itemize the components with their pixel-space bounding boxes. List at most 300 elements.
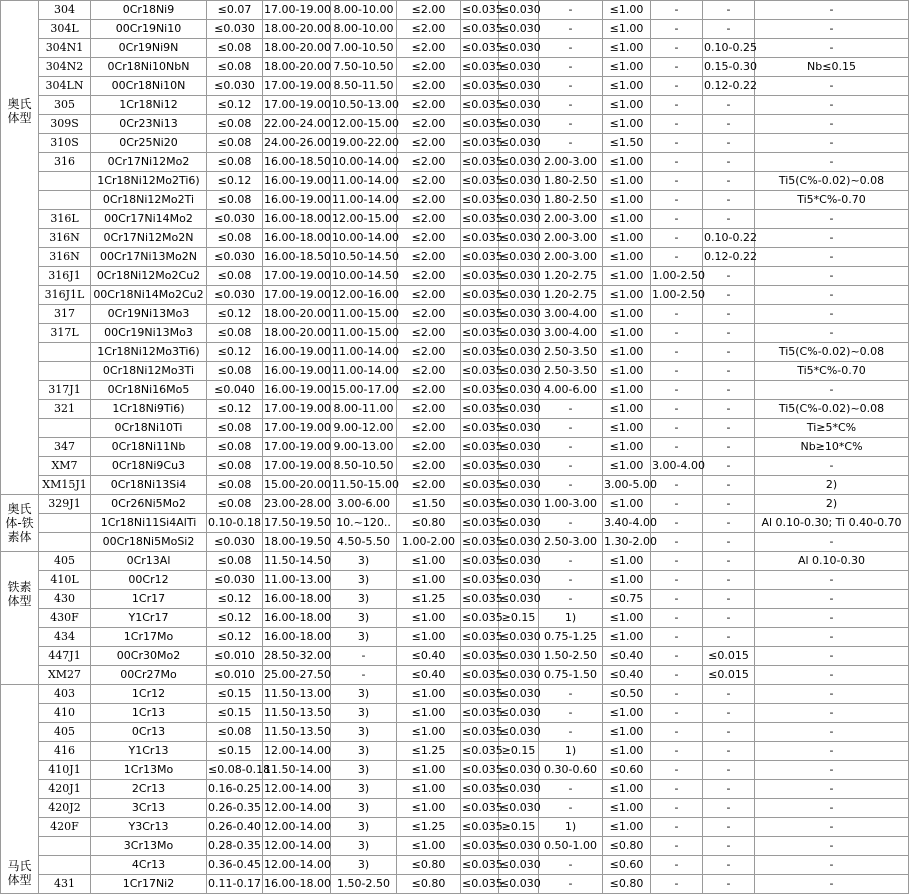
cell-silicon: ≤1.00 — [603, 381, 651, 400]
cell-silicon: ≤1.00 — [603, 39, 651, 58]
cell-other: - — [755, 628, 909, 647]
cell-designation: 1Cr18Ni12Mo2Ti6) — [91, 172, 207, 191]
cell-nitrogen: - — [703, 191, 755, 210]
cell-phosphorus: ≤0.035 — [461, 286, 499, 305]
cell-carbon: ≤0.08 — [207, 457, 263, 476]
cell-nitrogen: - — [703, 438, 755, 457]
cell-grade: 316N — [39, 248, 91, 267]
cell-copper: 1.00-2.50 — [651, 267, 703, 286]
cell-designation: 0Cr18Ni12Mo3Ti — [91, 362, 207, 381]
cell-sulfur: ≤0.030 — [499, 39, 539, 58]
table-row — [1, 191, 909, 210]
cell-chromium: 12.00-14.00 — [263, 780, 331, 799]
cell-copper: - — [651, 552, 703, 571]
cell-copper: - — [651, 856, 703, 875]
cell-other: - — [755, 533, 909, 552]
cell-phosphorus: ≤0.035 — [461, 191, 499, 210]
cell-phosphorus: ≤0.035 — [461, 685, 499, 704]
cell-sulfur: ≤0.030 — [499, 172, 539, 191]
cell-manganese: ≤2.00 — [397, 419, 461, 438]
cell-carbon: ≤0.030 — [207, 210, 263, 229]
table-row — [1, 381, 909, 400]
cell-carbon: 0.28-0.35 — [207, 837, 263, 856]
cell-sulfur: ≤0.030 — [499, 58, 539, 77]
cell-manganese: ≤2.00 — [397, 248, 461, 267]
cell-sulfur: ≤0.030 — [499, 514, 539, 533]
cell-nitrogen: - — [703, 590, 755, 609]
cell-phosphorus: ≤0.035 — [461, 628, 499, 647]
cell-nitrogen: 0.12-0.22 — [703, 77, 755, 96]
cell-molybdenum: 4.00-6.00 — [539, 381, 603, 400]
cell-designation: 1Cr18Ni11Si4AlTi — [91, 514, 207, 533]
cell-chromium: 17.00-19.00 — [263, 96, 331, 115]
cell-grade: 405 — [39, 723, 91, 742]
cell-sulfur: ≤0.030 — [499, 438, 539, 457]
cell-copper: - — [651, 305, 703, 324]
category-label: 铁素体型 — [1, 552, 39, 685]
cell-carbon: 0.10-0.18 — [207, 514, 263, 533]
table-row — [1, 172, 909, 191]
cell-silicon: ≤1.00 — [603, 609, 651, 628]
table-row — [1, 514, 909, 533]
cell-chromium: 22.00-24.00 — [263, 115, 331, 134]
cell-designation: 4Cr13 — [91, 856, 207, 875]
cell-grade: 347 — [39, 438, 91, 457]
cell-silicon: ≤1.00 — [603, 419, 651, 438]
cell-chromium: 28.50-32.00 — [263, 647, 331, 666]
cell-manganese: ≤0.40 — [397, 666, 461, 685]
cell-manganese: 1.00-2.00 — [397, 533, 461, 552]
cell-chromium: 12.00-14.00 — [263, 837, 331, 856]
cell-grade: 329J1 — [39, 495, 91, 514]
cell-copper: - — [651, 343, 703, 362]
cell-copper: - — [651, 400, 703, 419]
cell-designation: 2Cr13 — [91, 780, 207, 799]
cell-silicon: ≤1.00 — [603, 229, 651, 248]
cell-other: Ti≥5*C% — [755, 419, 909, 438]
cell-designation: 0Cr18Ni9Cu3 — [91, 457, 207, 476]
cell-phosphorus: ≤0.035 — [461, 666, 499, 685]
cell-molybdenum: 2.00-3.00 — [539, 210, 603, 229]
table-row — [1, 476, 909, 495]
cell-sulfur: ≤0.030 — [499, 362, 539, 381]
cell-nickel: 3.00-6.00 — [331, 495, 397, 514]
cell-silicon: ≤1.50 — [603, 134, 651, 153]
cell-manganese: ≤2.00 — [397, 1, 461, 20]
cell-chromium: 17.00-19.00 — [263, 267, 331, 286]
cell-other: - — [755, 590, 909, 609]
cell-sulfur: ≤0.030 — [499, 400, 539, 419]
cell-manganese: ≤2.00 — [397, 362, 461, 381]
cell-nitrogen: 0.12-0.22 — [703, 248, 755, 267]
cell-molybdenum: 3.00-4.00 — [539, 305, 603, 324]
cell-sulfur: ≤0.030 — [499, 552, 539, 571]
cell-manganese: ≤1.00 — [397, 704, 461, 723]
cell-carbon: ≤0.08 — [207, 495, 263, 514]
cell-nickel: 3) — [331, 780, 397, 799]
cell-manganese: ≤2.00 — [397, 39, 461, 58]
cell-grade: 410 — [39, 704, 91, 723]
cell-nitrogen: - — [703, 343, 755, 362]
cell-molybdenum: 1.20-2.75 — [539, 286, 603, 305]
cell-molybdenum: - — [539, 115, 603, 134]
cell-chromium: 16.00-19.00 — [263, 191, 331, 210]
cell-phosphorus: ≤0.035 — [461, 172, 499, 191]
cell-other: - — [755, 761, 909, 780]
cell-carbon: ≤0.08 — [207, 419, 263, 438]
cell-silicon: ≤1.00 — [603, 115, 651, 134]
cell-nitrogen: - — [703, 837, 755, 856]
cell-chromium: 23.00-28.00 — [263, 495, 331, 514]
cell-grade: 310S — [39, 134, 91, 153]
cell-silicon: ≤0.80 — [603, 875, 651, 894]
cell-nitrogen: - — [703, 305, 755, 324]
cell-phosphorus: ≤0.035 — [461, 115, 499, 134]
cell-phosphorus: ≤0.035 — [461, 609, 499, 628]
cell-designation: 0Cr18Ni10NbN — [91, 58, 207, 77]
table-row — [1, 799, 909, 818]
cell-nitrogen: - — [703, 780, 755, 799]
cell-nitrogen: - — [703, 761, 755, 780]
cell-phosphorus: ≤0.035 — [461, 20, 499, 39]
cell-designation: Y3Cr13 — [91, 818, 207, 837]
cell-designation: 00Cr17Ni14Mo2 — [91, 210, 207, 229]
cell-grade: 410L — [39, 571, 91, 590]
cell-carbon: ≤0.08 — [207, 438, 263, 457]
cell-carbon: 0.11-0.17 — [207, 875, 263, 894]
cell-copper: - — [651, 153, 703, 172]
table-row — [1, 229, 909, 248]
cell-manganese: ≤0.80 — [397, 514, 461, 533]
cell-copper: - — [651, 647, 703, 666]
cell-designation: 00Cr19Ni13Mo3 — [91, 324, 207, 343]
cell-nitrogen: - — [703, 533, 755, 552]
cell-sulfur: ≤0.030 — [499, 134, 539, 153]
cell-silicon: ≤0.50 — [603, 685, 651, 704]
cell-designation: 0Cr18Ni16Mo5 — [91, 381, 207, 400]
cell-silicon: 3.40-4.00 — [603, 514, 651, 533]
cell-designation: 1Cr12 — [91, 685, 207, 704]
table-row — [1, 324, 909, 343]
cell-molybdenum: 1) — [539, 609, 603, 628]
cell-nitrogen: ≤0.015 — [703, 647, 755, 666]
cell-other: - — [755, 856, 909, 875]
cell-sulfur: ≤0.030 — [499, 628, 539, 647]
cell-manganese: ≤0.80 — [397, 875, 461, 894]
cell-molybdenum: 0.30-0.60 — [539, 761, 603, 780]
cell-grade: 410J1 — [39, 761, 91, 780]
cell-silicon: ≤1.00 — [603, 742, 651, 761]
cell-manganese: ≤2.00 — [397, 77, 461, 96]
cell-grade: 317 — [39, 305, 91, 324]
cell-carbon: ≤0.12 — [207, 172, 263, 191]
cell-molybdenum: 0.50-1.00 — [539, 837, 603, 856]
cell-sulfur: ≤0.030 — [499, 96, 539, 115]
cell-copper: - — [651, 495, 703, 514]
cell-grade: 447J1 — [39, 647, 91, 666]
cell-designation: 00Cr30Mo2 — [91, 647, 207, 666]
cell-molybdenum: - — [539, 134, 603, 153]
cell-sulfur: ≤0.030 — [499, 647, 539, 666]
cell-sulfur: ≤0.030 — [499, 419, 539, 438]
table-row — [1, 58, 909, 77]
cell-nitrogen: - — [703, 267, 755, 286]
cell-nickel: 3) — [331, 761, 397, 780]
cell-manganese: ≤2.00 — [397, 457, 461, 476]
cell-silicon: ≤1.00 — [603, 153, 651, 172]
cell-molybdenum: - — [539, 39, 603, 58]
cell-other: - — [755, 210, 909, 229]
cell-nickel: 10.50-13.00 — [331, 96, 397, 115]
cell-copper: - — [651, 761, 703, 780]
cell-carbon: ≤0.08 — [207, 267, 263, 286]
cell-silicon: ≤1.00 — [603, 1, 651, 20]
cell-silicon: ≤1.00 — [603, 438, 651, 457]
cell-nitrogen: - — [703, 818, 755, 837]
cell-phosphorus: ≤0.035 — [461, 457, 499, 476]
cell-nitrogen: - — [703, 799, 755, 818]
cell-other: Ti5(C%-0.02)~0.08 — [755, 172, 909, 191]
cell-designation: 3Cr13 — [91, 799, 207, 818]
table-row — [1, 818, 909, 837]
cell-carbon: ≤0.030 — [207, 571, 263, 590]
cell-nickel: 8.00-10.00 — [331, 20, 397, 39]
cell-designation: 0Cr18Ni13Si4 — [91, 476, 207, 495]
cell-nitrogen: - — [703, 514, 755, 533]
cell-carbon: ≤0.08 — [207, 362, 263, 381]
cell-nitrogen: - — [703, 742, 755, 761]
cell-grade — [39, 172, 91, 191]
cell-designation: 0Cr18Ni11Nb — [91, 438, 207, 457]
cell-copper: - — [651, 77, 703, 96]
cell-grade: 304L — [39, 20, 91, 39]
cell-designation: 1Cr13Mo — [91, 761, 207, 780]
cell-phosphorus: ≤0.035 — [461, 723, 499, 742]
cell-chromium: 16.00-18.50 — [263, 248, 331, 267]
cell-sulfur: ≥0.15 — [499, 818, 539, 837]
cell-other: - — [755, 267, 909, 286]
cell-other: - — [755, 305, 909, 324]
cell-silicon: ≤1.00 — [603, 723, 651, 742]
category-label: 奥氏体-铁素体 — [1, 495, 39, 552]
table-row — [1, 96, 909, 115]
cell-sulfur: ≤0.030 — [499, 780, 539, 799]
category-label: 马氏体型 — [1, 685, 39, 894]
cell-phosphorus: ≤0.035 — [461, 400, 499, 419]
table-row — [1, 457, 909, 476]
cell-sulfur: ≤0.030 — [499, 875, 539, 894]
table-row — [1, 647, 909, 666]
cell-grade: 403 — [39, 685, 91, 704]
cell-carbon: ≤0.15 — [207, 685, 263, 704]
cell-other: Ti5*C%-0.70 — [755, 191, 909, 210]
table-row — [1, 362, 909, 381]
cell-nickel: 8.50-11.50 — [331, 77, 397, 96]
cell-designation: 1Cr13 — [91, 704, 207, 723]
cell-carbon: ≤0.030 — [207, 77, 263, 96]
cell-designation: 00Cr17Ni13Mo2N — [91, 248, 207, 267]
cell-sulfur: ≤0.030 — [499, 324, 539, 343]
cell-nitrogen: - — [703, 1, 755, 20]
cell-phosphorus: ≤0.035 — [461, 39, 499, 58]
cell-carbon: ≤0.12 — [207, 305, 263, 324]
cell-silicon: ≤1.00 — [603, 324, 651, 343]
cell-copper: - — [651, 533, 703, 552]
cell-nitrogen: - — [703, 609, 755, 628]
cell-nickel: 15.00-17.00 — [331, 381, 397, 400]
cell-carbon: ≤0.08-0.18 — [207, 761, 263, 780]
cell-silicon: ≤1.00 — [603, 77, 651, 96]
cell-manganese: ≤1.00 — [397, 628, 461, 647]
cell-sulfur: ≤0.030 — [499, 799, 539, 818]
cell-nickel: 3) — [331, 704, 397, 723]
cell-phosphorus: ≤0.035 — [461, 514, 499, 533]
cell-molybdenum: - — [539, 457, 603, 476]
cell-copper: - — [651, 742, 703, 761]
cell-chromium: 11.00-13.00 — [263, 571, 331, 590]
cell-manganese: ≤0.80 — [397, 856, 461, 875]
cell-nickel: 3) — [331, 742, 397, 761]
cell-manganese: ≤2.00 — [397, 172, 461, 191]
cell-phosphorus: ≤0.035 — [461, 742, 499, 761]
cell-grade: 416 — [39, 742, 91, 761]
cell-sulfur: ≤0.030 — [499, 191, 539, 210]
cell-molybdenum: - — [539, 438, 603, 457]
cell-chromium: 11.50-14.50 — [263, 552, 331, 571]
cell-molybdenum: - — [539, 799, 603, 818]
cell-nickel: 3) — [331, 837, 397, 856]
cell-chromium: 18.00-19.50 — [263, 533, 331, 552]
cell-nitrogen: - — [703, 400, 755, 419]
cell-silicon: ≤0.60 — [603, 856, 651, 875]
cell-manganese: ≤1.50 — [397, 495, 461, 514]
cell-chromium: 16.00-18.00 — [263, 875, 331, 894]
cell-phosphorus: ≤0.035 — [461, 780, 499, 799]
cell-grade — [39, 343, 91, 362]
cell-grade — [39, 837, 91, 856]
cell-designation: 0Cr18Ni12Mo2Ti — [91, 191, 207, 210]
cell-nitrogen: - — [703, 704, 755, 723]
cell-copper: - — [651, 628, 703, 647]
cell-nitrogen: - — [703, 381, 755, 400]
cell-silicon: 1.30-2.00 — [603, 533, 651, 552]
cell-manganese: ≤2.00 — [397, 324, 461, 343]
cell-copper: - — [651, 799, 703, 818]
cell-carbon: ≤0.010 — [207, 666, 263, 685]
table-row — [1, 153, 909, 172]
cell-silicon: ≤1.00 — [603, 248, 651, 267]
cell-chromium: 24.00-26.00 — [263, 134, 331, 153]
cell-grade: XM27 — [39, 666, 91, 685]
cell-molybdenum: - — [539, 552, 603, 571]
cell-copper: - — [651, 704, 703, 723]
cell-phosphorus: ≤0.035 — [461, 77, 499, 96]
cell-chromium: 17.50-19.50 — [263, 514, 331, 533]
cell-phosphorus: ≤0.035 — [461, 856, 499, 875]
cell-copper: 3.00-4.00 — [651, 457, 703, 476]
cell-other: - — [755, 96, 909, 115]
cell-other: - — [755, 799, 909, 818]
cell-nickel: 4.50-5.50 — [331, 533, 397, 552]
cell-carbon: ≤0.08 — [207, 153, 263, 172]
cell-silicon: ≤1.00 — [603, 400, 651, 419]
cell-sulfur: ≤0.030 — [499, 533, 539, 552]
cell-phosphorus: ≤0.035 — [461, 305, 499, 324]
table-row — [1, 609, 909, 628]
cell-molybdenum: 0.75-1.50 — [539, 666, 603, 685]
cell-carbon: ≤0.030 — [207, 20, 263, 39]
cell-chromium: 12.00-14.00 — [263, 742, 331, 761]
table-row — [1, 495, 909, 514]
table-row — [1, 628, 909, 647]
cell-manganese: ≤2.00 — [397, 400, 461, 419]
table-row — [1, 210, 909, 229]
cell-sulfur: ≤0.030 — [499, 457, 539, 476]
cell-manganese: ≤1.00 — [397, 780, 461, 799]
cell-grade: 304N1 — [39, 39, 91, 58]
cell-copper: - — [651, 514, 703, 533]
cell-molybdenum: 1.20-2.75 — [539, 267, 603, 286]
cell-silicon: ≤1.00 — [603, 191, 651, 210]
cell-nitrogen: 0.10-0.22 — [703, 229, 755, 248]
cell-other: - — [755, 229, 909, 248]
table-row — [1, 20, 909, 39]
cell-nitrogen: - — [703, 723, 755, 742]
cell-designation: 0Cr18Ni12Mo2Cu2 — [91, 267, 207, 286]
cell-other: 2) — [755, 476, 909, 495]
cell-phosphorus: ≤0.035 — [461, 210, 499, 229]
cell-phosphorus: ≤0.035 — [461, 267, 499, 286]
cell-grade: 309S — [39, 115, 91, 134]
cell-carbon: ≤0.15 — [207, 742, 263, 761]
cell-grade: 420J2 — [39, 799, 91, 818]
cell-manganese: ≤1.25 — [397, 742, 461, 761]
category-label: 奥氏体型 — [1, 1, 39, 495]
cell-chromium: 12.00-14.00 — [263, 818, 331, 837]
cell-nickel: 3) — [331, 571, 397, 590]
cell-molybdenum: 2.00-3.00 — [539, 248, 603, 267]
cell-silicon: ≤1.00 — [603, 628, 651, 647]
cell-designation: 0Cr13 — [91, 723, 207, 742]
cell-chromium: 15.00-20.00 — [263, 476, 331, 495]
cell-manganese: ≤2.00 — [397, 115, 461, 134]
table-row — [1, 438, 909, 457]
cell-nickel: - — [331, 666, 397, 685]
cell-manganese: ≤2.00 — [397, 210, 461, 229]
cell-nitrogen: ≤0.015 — [703, 666, 755, 685]
cell-other: - — [755, 115, 909, 134]
cell-molybdenum: - — [539, 476, 603, 495]
cell-grade: 430 — [39, 590, 91, 609]
cell-copper: - — [651, 571, 703, 590]
cell-molybdenum: 1.80-2.50 — [539, 191, 603, 210]
cell-copper: - — [651, 381, 703, 400]
cell-copper: - — [651, 723, 703, 742]
cell-manganese: ≤2.00 — [397, 191, 461, 210]
cell-chromium: 25.00-27.50 — [263, 666, 331, 685]
table-row — [1, 856, 909, 875]
cell-manganese: ≤2.00 — [397, 476, 461, 495]
cell-other: - — [755, 286, 909, 305]
cell-carbon: ≤0.08 — [207, 58, 263, 77]
cell-phosphorus: ≤0.035 — [461, 362, 499, 381]
cell-copper: - — [651, 20, 703, 39]
cell-phosphorus: ≤0.035 — [461, 590, 499, 609]
cell-designation: 0Cr25Ni20 — [91, 134, 207, 153]
cell-chromium: 17.00-19.00 — [263, 400, 331, 419]
cell-designation: 0Cr17Ni12Mo2N — [91, 229, 207, 248]
cell-grade: 316 — [39, 153, 91, 172]
